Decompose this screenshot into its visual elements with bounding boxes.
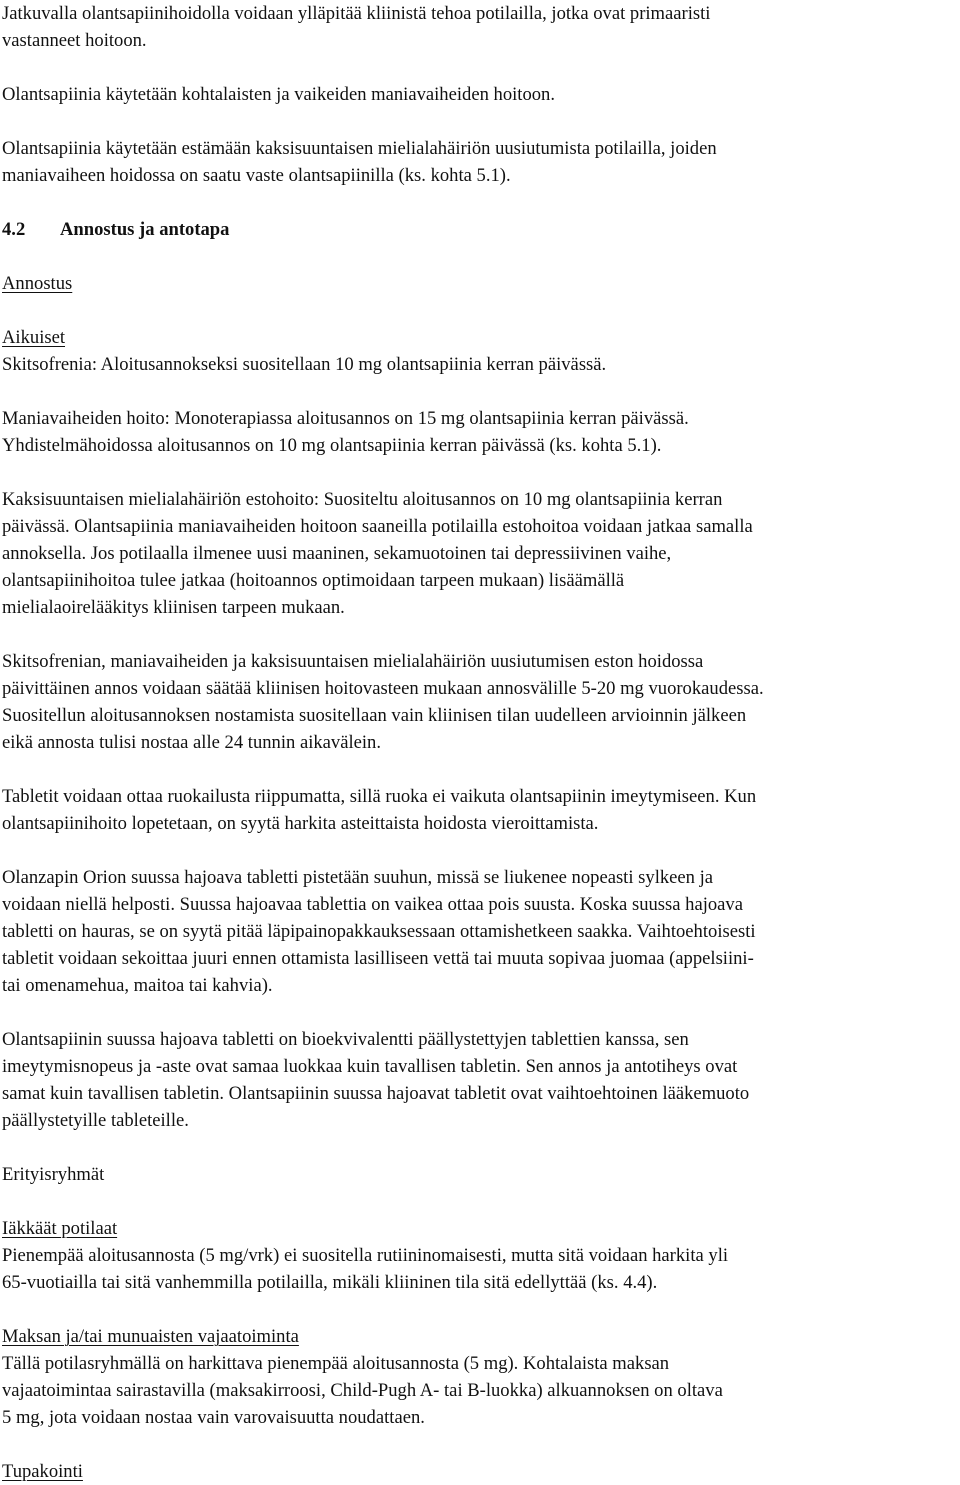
text-line: Olantsapiinia käytetään estämään kaksisuuntaisen mielialahäiriön uusiutumista potilailla, joiden bbox=[2, 138, 717, 159]
text-line: olantsapiinihoitoa tulee jatkaa (hoitoannos optimoidaan tarpeen mukaan) lisäämällä bbox=[2, 570, 625, 591]
text-line: maniavaiheen hoidossa on saatu vaste olantsapiinilla (ks. kohta 5.1). bbox=[2, 165, 511, 186]
subheading-iakkaat: Iäkkäät potilaat bbox=[2, 1218, 118, 1239]
subheading-erityisryhmat: Erityisryhmät bbox=[2, 1164, 105, 1185]
text-line: päivittäinen annos voidaan säätää kliinisen hoitovasteen mukaan annosvälille 5-20 mg vuorokaudessa. bbox=[2, 678, 764, 699]
text-line: Jatkuvalla olantsapiinihoidolla voidaan ylläpitää kliinistä tehoa potilailla, jotka ovat primaaristi bbox=[2, 3, 711, 24]
subheading-maksa: Maksan ja/tai munuaisten vajaatoiminta bbox=[2, 1326, 299, 1347]
text-line: päivässä. Olantsapiinia maniavaiheiden hoitoon saaneilla potilailla estohoitoa voidaan jatkaa samalla bbox=[2, 516, 753, 537]
text-line: Suositellun aloitusannoksen nostamista suositellaan vain kliinisen tilan uudelleen arvioinnin jälkeen bbox=[2, 705, 747, 726]
text-line: annoksella. Jos potilaalla ilmenee uusi maaninen, sekamuotoinen tai depressiivinen vaihe, bbox=[2, 543, 672, 564]
text-line: Olantsapiinin suussa hajoava tabletti on bioekvivalentti päällystettyjen tablettien kanssa, sen bbox=[2, 1029, 689, 1050]
text-line: Olantsapiinia käytetään kohtalaisten ja vaikeiden maniavaiheiden hoitoon. bbox=[2, 84, 555, 105]
text-line: samat kuin tavallisen tabletin. Olantsapiinin suussa hajoavat tabletit ovat vaihtoehtoinen lääkemuoto bbox=[2, 1083, 750, 1104]
text-line: Skitsofrenian, maniavaiheiden ja kaksisuuntaisen mielialahäiriön uusiutumisen eston hoidossa bbox=[2, 651, 704, 672]
text-line: Tällä potilasryhmällä on harkittava pienempää aloitusannosta (5 mg). Kohtalaista maksan bbox=[2, 1353, 670, 1374]
section-title: Annostus ja antotapa bbox=[60, 219, 230, 240]
text-line: Maniavaiheiden hoito: Monoterapiassa aloitusannos on 15 mg olantsapiinia kerran päivässä. bbox=[2, 408, 689, 429]
text-line: Skitsofrenia: Aloitusannokseksi suositellaan 10 mg olantsapiinia kerran päivässä. bbox=[2, 354, 607, 375]
text-line: Yhdistelmähoidossa aloitusannos on 10 mg olantsapiinia kerran päivässä (ks. kohta 5.1). bbox=[2, 435, 662, 456]
text-line: vastanneet hoitoon. bbox=[2, 30, 147, 51]
section-number: 4.2 bbox=[2, 219, 26, 240]
text-line: Kaksisuuntaisen mielialahäiriön estohoito: Suositeltu aloitusannos on 10 mg olantsapiinia kerran bbox=[2, 489, 723, 510]
subheading-aikuiset: Aikuiset bbox=[2, 327, 66, 348]
text-line: tabletti on hauras, se on syytä pitää läpipainopakkauksessaan ottamishetkeen saakka. Vaihtoehtoisesti bbox=[2, 921, 756, 942]
text-line: voidaan niellä helposti. Suussa hajoavaa tablettia on vaikea ottaa pois suusta. Koska suussa hajoava bbox=[2, 894, 743, 915]
section-heading bbox=[2, 216, 957, 243]
text-line: Tabletit voidaan ottaa ruokailusta riippumatta, sillä ruoka ei vaikuta olantsapiinin imeytymiseen. Kun bbox=[2, 786, 757, 807]
text-line: 5 mg, jota voidaan nostaa vain varovaisuutta noudattaen. bbox=[2, 1407, 425, 1428]
text-line: mielialaoirelääkitys kliinisen tarpeen mukaan. bbox=[2, 597, 345, 618]
text-line: tabletit voidaan sekoittaa juuri ennen ottamista lasilliseen vettä tai muuta sopivaa juomaa (appelsiini- bbox=[2, 948, 754, 969]
text-line: päällystetyille tableteille. bbox=[2, 1110, 189, 1131]
text-line: Pienempää aloitusannosta (5 mg/vrk) ei suositella rutiininomaisesti, mutta sitä voidaan harkita yli bbox=[2, 1245, 729, 1266]
subheading-annostus: Annostus bbox=[2, 273, 73, 294]
text-line: Olanzapin Orion suussa hajoava tabletti pistetään suuhun, missä se liukenee nopeasti sylkeen ja bbox=[2, 867, 714, 888]
subheading-tupakointi: Tupakointi bbox=[2, 1461, 83, 1482]
text-line: tai omenamehua, maitoa tai kahvia). bbox=[2, 975, 273, 996]
document-page bbox=[2, 0, 957, 1485]
text-line: 65-vuotiailla tai sitä vanhemmilla potilailla, mikäli kliininen tila sitä edellyttää (ks. 4.4). bbox=[2, 1272, 658, 1293]
text-line: vajaatoimintaa sairastavilla (maksakirroosi, Child-Pugh A- tai B-luokka) alkuannoksen on oltava bbox=[2, 1380, 723, 1401]
text-line: olantsapiinihoito lopetetaan, on syytä harkita asteittaista hoidosta vieroittamista. bbox=[2, 813, 599, 834]
text-line: imeytymisnopeus ja -aste ovat samaa luokkaa kuin tavallisen tabletin. Sen annos ja antotiheys ovat bbox=[2, 1056, 738, 1077]
text-line: eikä annosta tulisi nostaa alle 24 tunnin aikavälein. bbox=[2, 732, 382, 753]
